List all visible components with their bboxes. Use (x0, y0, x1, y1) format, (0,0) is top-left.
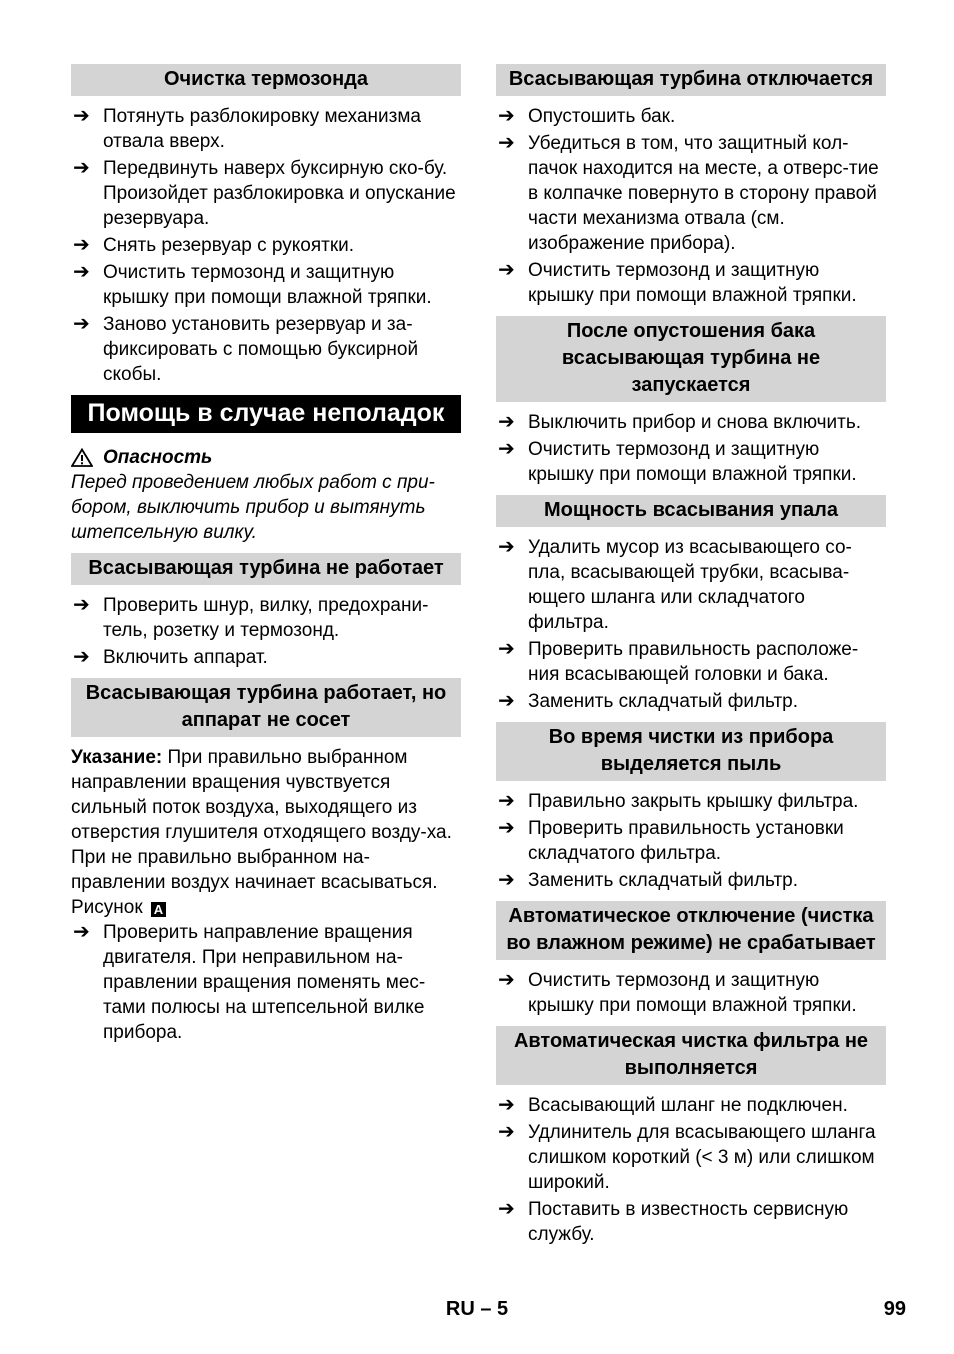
note-paragraph: Указание: При правильно выбранном направлении вращения чувствуется сильный поток воздуха, выходящего из отверстия глушителя отходящего возду-ха. При не правильно выбранном на-правлении воздух начинает всасываться. (71, 747, 452, 893)
step-list (496, 789, 886, 893)
arrow-right-icon: ➔ (498, 132, 515, 154)
list-item: ➔ Проверить правильность установки складчатого фильтра. (498, 817, 844, 864)
section-heading: Автоматическая чистка фильтра не выполняется (496, 1026, 886, 1085)
arrow-right-icon: ➔ (498, 1094, 515, 1116)
step-list (496, 410, 886, 487)
list-item: ➔ Потянуть разблокировку механизма отвала вверх. (73, 105, 421, 152)
danger-label: Опасность (71, 445, 461, 470)
page-number: 99 (883, 1298, 906, 1320)
arrow-right-icon: ➔ (498, 438, 515, 460)
arrow-right-icon: ➔ (73, 157, 90, 179)
section-heading: Автоматическое отключение (чистка во влажном режиме) не срабатывает (496, 901, 886, 960)
arrow-right-icon: ➔ (73, 646, 90, 668)
step-list (496, 535, 886, 714)
step-list (71, 593, 461, 670)
step-list (496, 104, 886, 308)
arrow-right-icon: ➔ (73, 234, 90, 256)
arrow-right-icon: ➔ (73, 313, 90, 335)
arrow-right-icon: ➔ (498, 817, 515, 839)
list-item: ➔ Выключить прибор и снова включить. (498, 411, 862, 433)
list-item: ➔ Очистить термозонд и защитную крышку при помощи влажной тряпки. (498, 438, 857, 485)
arrow-right-icon: ➔ (73, 261, 90, 283)
section-heading: Очистка термозонда (71, 64, 461, 96)
section-heading: После опустошения бака всасывающая турбина не запускается (496, 316, 886, 402)
chapter-title: Помощь в случае неполадок (71, 395, 461, 433)
arrow-right-icon: ➔ (498, 969, 515, 991)
list-item: ➔ Проверить шнур, вилку, предохрани-тель, розетку и термозонд. (73, 594, 429, 641)
list-item: ➔ Включить аппарат. (73, 646, 268, 668)
arrow-right-icon: ➔ (73, 921, 90, 943)
arrow-right-icon: ➔ (73, 594, 90, 616)
list-item: ➔ Заменить складчатый фильтр. (498, 869, 799, 891)
step-list (496, 1093, 886, 1247)
warning-triangle-icon (71, 448, 93, 467)
footer-section-label: RU – 5 (445, 1298, 509, 1320)
arrow-right-icon: ➔ (498, 1198, 515, 1220)
step-list (71, 104, 461, 387)
list-item: ➔ Очистить термозонд и защитную крышку при помощи влажной тряпки. (73, 261, 432, 308)
list-item: ➔ Проверить правильность расположе-ния всасывающей головки и бака. (498, 638, 859, 685)
section-heading: Всасывающая турбина отключается (496, 64, 886, 96)
step-list (496, 968, 886, 1018)
danger-text: Перед проведением любых работ с при-бором, выключить прибор и вытянуть штепсельную вилку. (71, 472, 435, 543)
list-item: ➔ Очистить термозонд и защитную крышку при помощи влажной тряпки. (498, 969, 857, 1016)
list-item: ➔ Очистить термозонд и защитную крышку при помощи влажной тряпки. (498, 259, 857, 306)
list-item: ➔ Правильно закрыть крышку фильтра. (498, 790, 859, 812)
list-item: ➔ Убедиться в том, что защитный кол-пачок находится на месте, а отверс-тие в колпачке повернуто в сторону правой части механизма отвала (см. изображение прибора). (498, 132, 879, 254)
arrow-right-icon: ➔ (498, 536, 515, 558)
list-item: ➔ Удлинитель для всасывающего шланга слишком короткий (< 3 м) или слишком широкий. (498, 1121, 876, 1193)
figure-reference: Рисунок A (71, 895, 461, 920)
list-item: ➔ Заменить складчатый фильтр. (498, 690, 799, 712)
section-heading: Всасывающая турбина работает, но аппарат не сосет (71, 678, 461, 737)
arrow-right-icon: ➔ (498, 411, 515, 433)
list-item: ➔ Всасывающий шланг не подключен. (498, 1094, 848, 1116)
arrow-right-icon: ➔ (498, 790, 515, 812)
figure-letter-badge: A (151, 902, 166, 917)
step-list (71, 920, 461, 1045)
right-column (496, 64, 886, 1249)
arrow-right-icon: ➔ (498, 869, 515, 891)
section-heading: Всасывающая турбина не работает (71, 553, 461, 585)
list-item: ➔ Удалить мусор из всасывающего со-пла, всасывающей трубки, всасыва-ющего шланга или складчатого фильтра. (498, 536, 852, 633)
list-item: ➔ Поставить в известность сервисную службу. (498, 1198, 849, 1245)
list-item: ➔ Опустошить бак. (498, 105, 676, 127)
arrow-right-icon: ➔ (498, 638, 515, 660)
section-heading: Мощность всасывания упала (496, 495, 886, 527)
left-column (71, 64, 461, 1047)
arrow-right-icon: ➔ (498, 1121, 515, 1143)
arrow-right-icon: ➔ (73, 105, 90, 127)
list-item: ➔ Заново установить резервуар и за-фиксировать с помощью буксирной скобы. (73, 313, 419, 385)
arrow-right-icon: ➔ (498, 690, 515, 712)
list-item: ➔ Проверить направление вращения двигателя. При неправильном на-правлении вращения поменять мес-тами полюсы на штепсельной вилке прибора. (73, 921, 426, 1043)
list-item: ➔ Снять резервуар с рукоятки. (73, 234, 355, 256)
section-heading: Во время чистки из прибора выделяется пыль (496, 722, 886, 781)
arrow-right-icon: ➔ (498, 259, 515, 281)
arrow-right-icon: ➔ (498, 105, 515, 127)
note-label: Указание: (71, 747, 163, 768)
list-item: ➔ Передвинуть наверх буксирную ско-бу. Произойдет разблокировка и опускание резервуара. (73, 157, 456, 229)
